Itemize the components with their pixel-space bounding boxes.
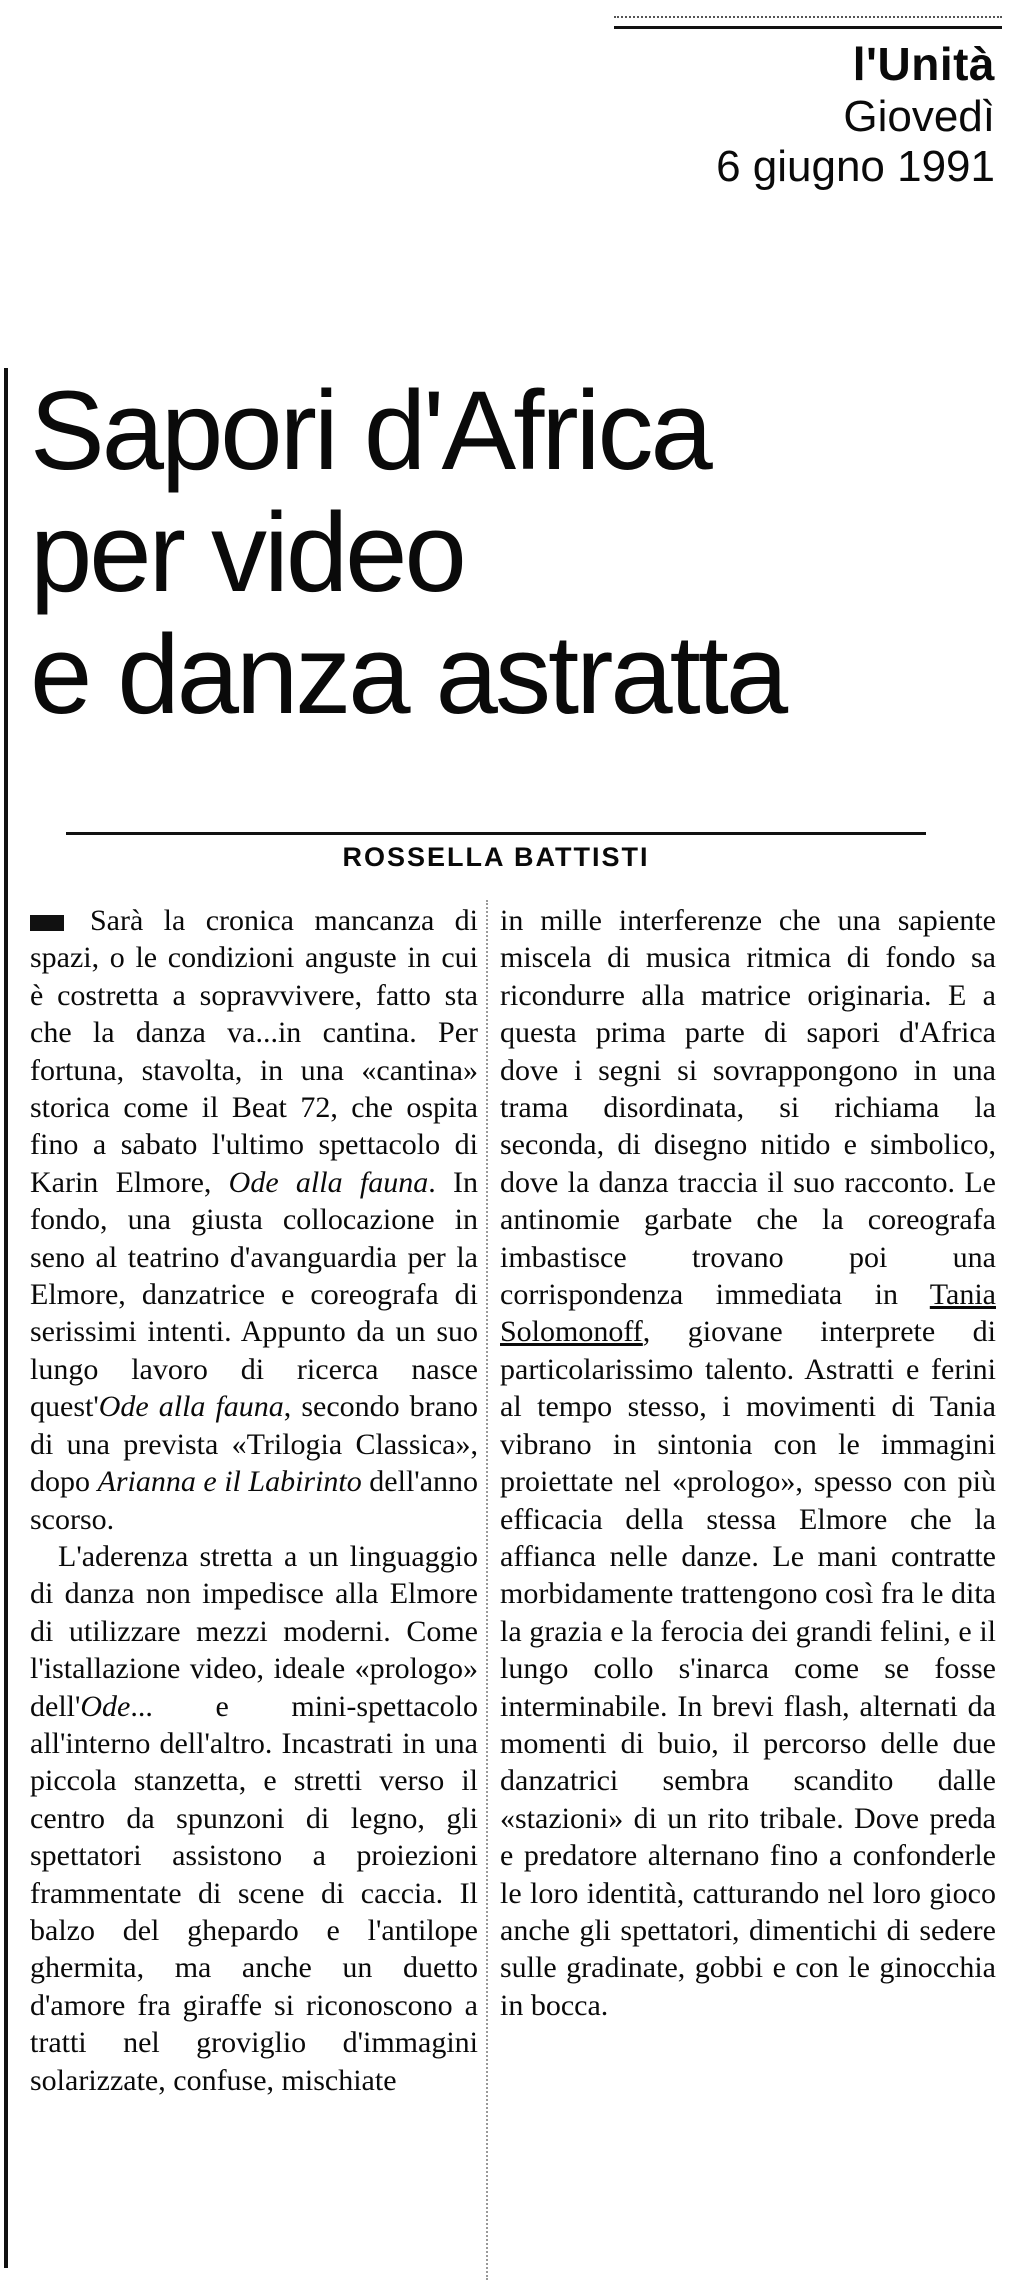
column-divider	[486, 900, 488, 2280]
byline: ROSSELLA BATTISTI	[342, 842, 650, 872]
text-span: , secondo brano di una prevista «Trilogia Classica», dopo	[30, 1390, 478, 1499]
italic-title: Ode alla fauna	[228, 1165, 429, 1199]
masthead	[716, 36, 995, 192]
headline-line-1: Sapori d'Africa	[30, 368, 710, 493]
text-span: L'aderenza stretta a un linguaggio di danza non impedisce alla Elmore di utilizzare mezzi moderni. Come l'istallazione video, ideale «prologo» dell'	[30, 1539, 478, 1723]
italic-title: Arianna e il Labirinto	[97, 1465, 362, 1499]
article-column-left	[30, 902, 478, 2099]
italic-title: Ode	[80, 1689, 131, 1723]
headline-line-2: per video	[30, 490, 464, 615]
text-span: , giovane interprete di particolarissimo talento. Astratti e ferini al tempo stesso, i movimenti di Tania vibrano in sintonia con le immagini proiettate nel «prologo», spesso con più efficacia della stessa Elmore che la affianca nelle danze. Le mani contratte morbidamente trattengono così fra le dita la grazia e la ferocia dei grandi felini, e il lungo collo s'inarca come se fosse interminabile. In brevi flash, alternati da momenti di buio, il percorso delle due danzatrici sembra scandito dalle «stazioni» di un rito tribale. Dove preda e predatore alternano fino a confonderle le loro identità, catturando nel loro gioco anche gli spettatori, dimentichi di sedere sulle gradinate, gobbi e con le ginocchia in bocca.	[500, 1315, 996, 2022]
text-span: dell'anno scorso.	[30, 1465, 479, 1536]
headline-line-3: e danza astratta	[30, 612, 786, 737]
left-column-rule	[4, 368, 8, 2268]
paragraph	[500, 902, 996, 2024]
underlined-name: Tania Solomonoff	[500, 1278, 996, 1349]
lead-square-icon	[30, 915, 64, 931]
text-span: . In fondo, una giusta collocazione in seno al teatrino d'avanguardia per la Elmore, danzatrice e coreografa di serissimi intenti. Appunto da un suo lungo lavoro di ricerca nasce quest'	[30, 1165, 478, 1424]
paragraph	[30, 1538, 478, 2099]
publication-date: 6 giugno 1991	[716, 142, 995, 191]
article-column-right	[500, 902, 996, 2024]
newspaper-name: l'Unità	[852, 38, 995, 90]
italic-title: Ode alla fauna	[98, 1390, 284, 1424]
paragraph	[30, 902, 478, 1538]
headline	[30, 370, 930, 736]
text-span: in mille interferenze che una sapiente miscela di musica ritmica di fondo sa ricondurre alla matrice originaria. E a questa prima parte di sapori d'Africa dove i segni si sovrappongono in una trama disordinata, si richiama la seconda, di disegno nitido e simbolico, dove la danza traccia il suo racconto. Le antinomie garbate che la coreografa imbastisce trovano poi una corrispondenza immediata in	[500, 904, 996, 1312]
masthead-dotted-rule	[614, 16, 1002, 22]
publication-day: Giovedì	[843, 92, 995, 141]
text-span: Sarà la cronica mancanza di spazi, o le condizioni anguste in cui è costretta a sopravvivere, fatto sta che la danza va...in cantina. Per fortuna, stavolta, in una «cantina» storica come il Beat 72, che ospita fino a sabato l'ultimo spettacolo di Karin Elmore,	[30, 904, 478, 1199]
masthead-rule	[614, 26, 1002, 29]
byline-rule	[66, 832, 926, 835]
text-span: ... e mini-spettacolo all'interno dell'altro. Incastrati in una piccola stanzetta, e stretti verso il centro da spunzoni di legno, gli spettatori assistono a proiezioni frammentate di scene di caccia. Il balzo del ghepardo e l'antilope ghermita, ma anche un duetto d'amore fra giraffe si riconoscono a tratti nel groviglio d'immagini solarizzate, confuse, mischiate	[30, 1689, 478, 2097]
